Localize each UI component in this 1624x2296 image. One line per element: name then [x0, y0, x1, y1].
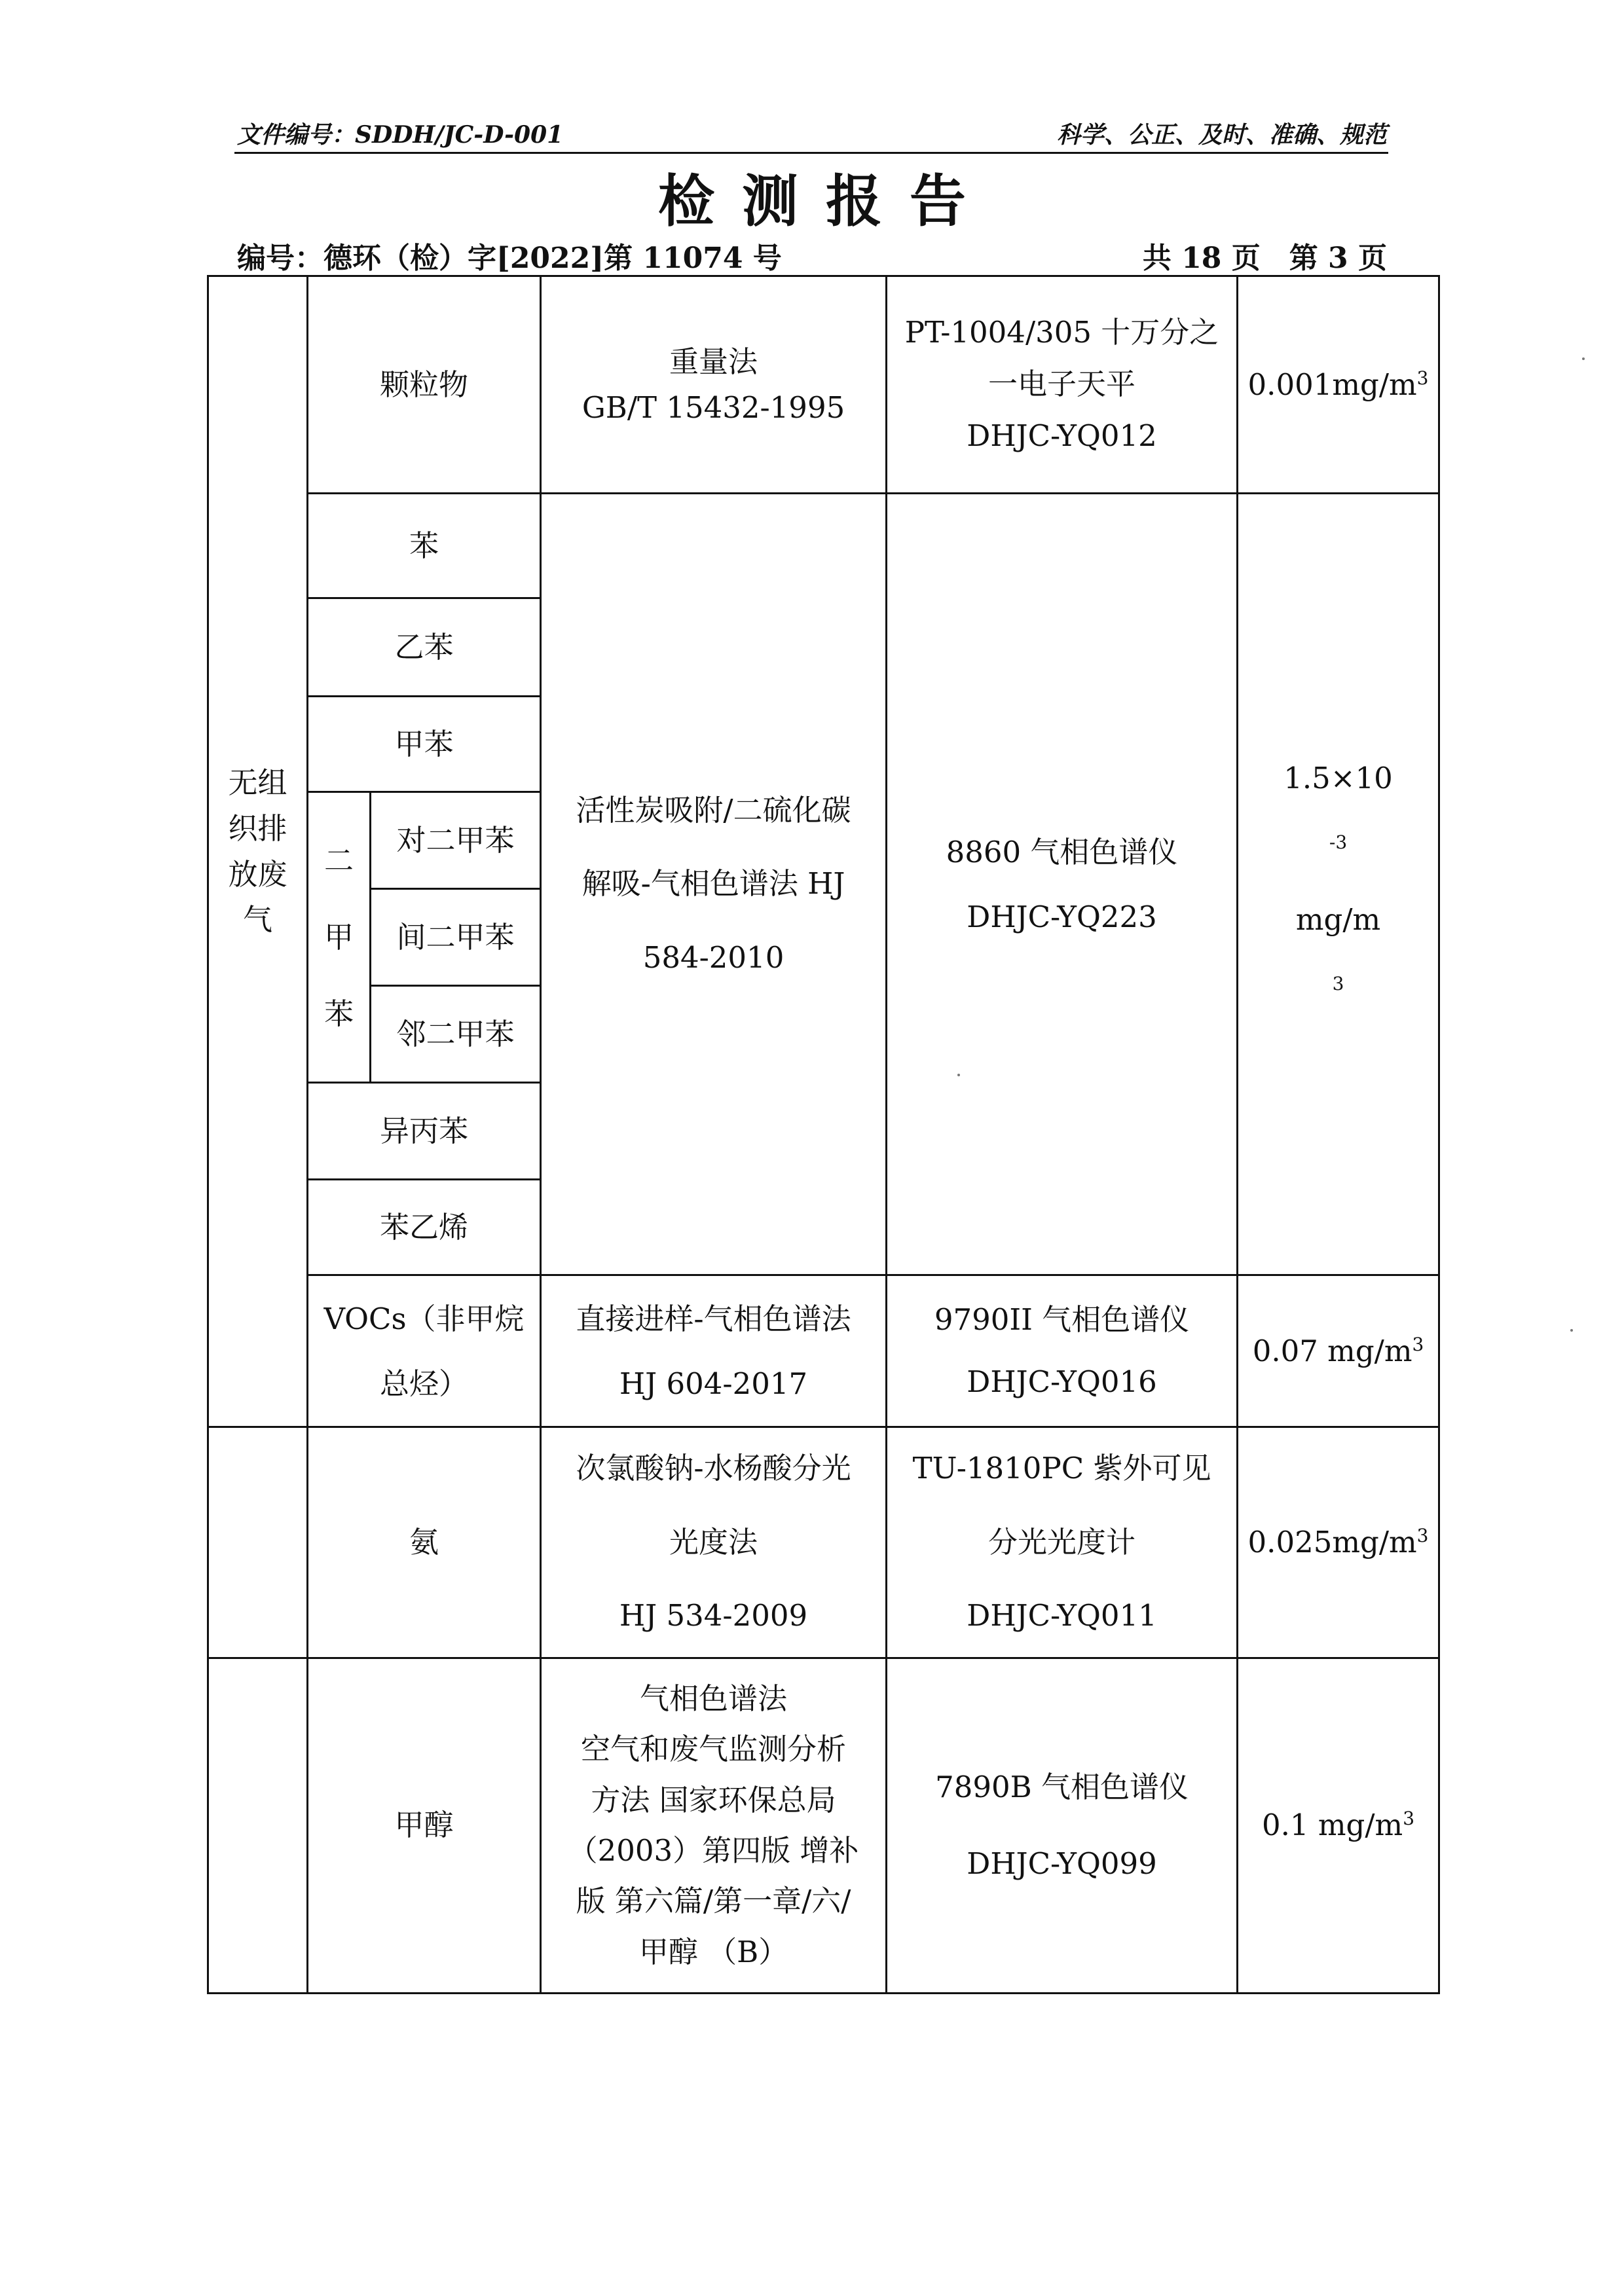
item-cell: 甲醇 [308, 1658, 541, 1993]
category-cell: 无组 织排 放废 气 [208, 276, 308, 1427]
item-cell: 乙苯 [308, 598, 541, 697]
detection-limit-cell: 0.1 $mg/m^3$ [1238, 1658, 1439, 1993]
method-cell: 次氯酸钠-水杨酸分光 光度法 HJ 534-2009 [541, 1427, 887, 1658]
instrument-cell: 9790II 气相色谱仪 DHJC-YQ016 [887, 1275, 1238, 1427]
quality-motto: 科学、公正、及时、准确、规范 [1056, 121, 1387, 149]
item-cell: 苯 [308, 494, 541, 598]
table-row-vocs [208, 1275, 1439, 1427]
item-cell: 甲苯 [308, 697, 541, 792]
detection-limit-cell: $0.025mg/m^3$ [1238, 1427, 1439, 1658]
table-row-benzene [208, 494, 1439, 598]
detection-limit-cell: 1.5×10 $^{-3}$ mg/m $^3$ [1238, 494, 1439, 1275]
scan-speck [957, 1074, 960, 1076]
detection-method-table [207, 275, 1440, 1994]
item-cell: VOCs（非甲烷 总烃） [308, 1275, 541, 1427]
table-row-methanol [208, 1658, 1439, 1993]
table-row-particulate [208, 276, 1439, 494]
report-title: 检测报告 [658, 168, 993, 234]
scan-speck [1570, 1329, 1573, 1332]
method-cell: 直接进样-气相色谱法 HJ 604-2017 [541, 1275, 887, 1427]
item-cell: 氨 [308, 1427, 541, 1658]
item-cell: 异丙苯 [308, 1083, 541, 1180]
instrument-cell: TU-1810PC 紫外可见 分光光度计 DHJC-YQ011 [887, 1427, 1238, 1658]
table-row-ammonia [208, 1427, 1439, 1658]
xylene-group-cell: 二 甲 苯 [308, 792, 371, 1083]
item-cell: 邻二甲苯 [371, 986, 541, 1083]
detection-limit-cell: $0.001mg/m^3$ [1238, 276, 1439, 494]
detection-limit-cell: 0.07 $mg/m^3$ [1238, 1275, 1439, 1427]
instrument-cell: 7890B 气相色谱仪 DHJC-YQ099 [887, 1658, 1238, 1993]
header-rule [234, 152, 1388, 154]
item-cell: 对二甲苯 [371, 792, 541, 889]
method-cell: 活性炭吸附/二硫化碳 解吸-气相色谱法 HJ 584-2010 [541, 494, 887, 1275]
item-cell: 间二甲苯 [371, 889, 541, 986]
report-number: 编号：德环（检）字[2022]第 11074 号 [237, 242, 782, 275]
page-count: 共 18 页 第 3 页 [1142, 242, 1387, 275]
doc-code: 文件编号：SDDH/JC-D-001 [237, 121, 564, 149]
item-cell: 苯乙烯 [308, 1180, 541, 1275]
method-cell: 气相色谱法 空气和废气监测分析 方法 国家环保总局 （2003）第四版 增补 版 第六篇/第一章/六/ 甲醇 （B） [541, 1658, 887, 1993]
instrument-cell: 8860 气相色谱仪 DHJC-YQ223 [887, 494, 1238, 1275]
method-cell: 重量法 GB/T 15432-1995 [541, 276, 887, 494]
scan-speck [1582, 357, 1585, 360]
instrument-cell: PT-1004/305 十万分之 一电子天平 DHJC-YQ012 [887, 276, 1238, 494]
item-cell: 颗粒物 [308, 276, 541, 494]
